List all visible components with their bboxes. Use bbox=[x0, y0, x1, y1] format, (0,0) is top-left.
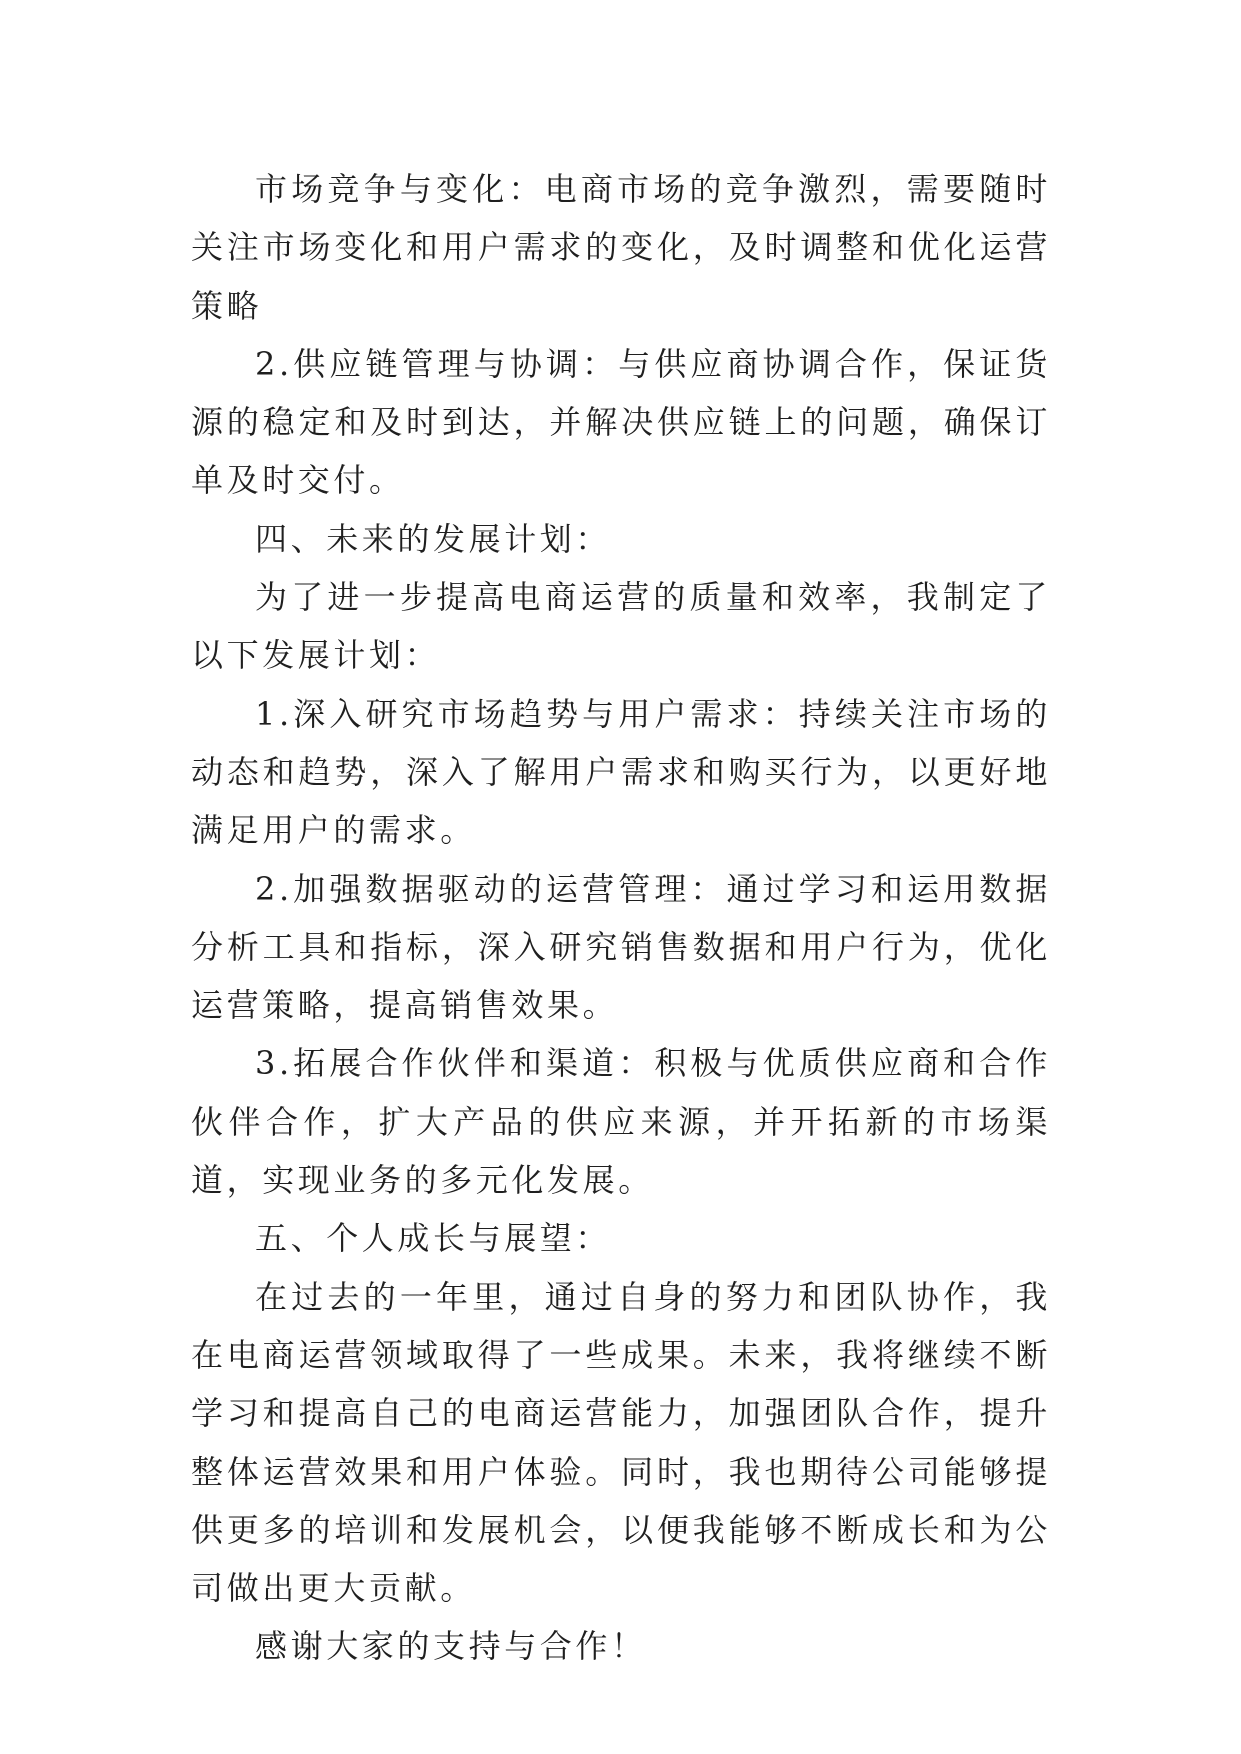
document-body bbox=[191, 160, 1051, 1676]
paragraph-plan-2: 2.加强数据驱动的运营管理：通过学习和运用数据分析工具和指标，深入研究销售数据和用户行为，优化运营策略，提高销售效果。 bbox=[191, 869, 1051, 1025]
paragraph-market-competition: 市场竞争与变化：电商市场的竞争激烈，需要随时关注市场变化和用户需求的变化，及时调整和优化运营策略 bbox=[191, 170, 1051, 325]
section-five-heading: 五、个人成长与展望： bbox=[255, 1219, 612, 1258]
paragraph-growth: 在过去的一年里，通过自身的努力和团队协作，我在电商运营领域取得了一些成果。未来，我将继续不断学习和提高自己的电商运营能力，加强团队合作，提升整体运营效果和用户体验。同时，我也期待公司能够提供更多的培训和发展机会，以便我能够不断成长和为公司做出更大贡献。 bbox=[191, 1277, 1051, 1608]
section-four-heading: 四、未来的发展计划： bbox=[255, 519, 612, 558]
paragraph-plan-intro: 为了进一步提高电商运营的质量和效率，我制定了以下发展计划： bbox=[191, 578, 1051, 675]
paragraph-supply-chain: 2.供应链管理与协调：与供应商协调合作，保证货源的稳定和及时到达，并解决供应链上的问题，确保订单及时交付。 bbox=[191, 344, 1051, 500]
paragraph-plan-1: 1.深入研究市场趋势与用户需求：持续关注市场的动态和趋势，深入了解用户需求和购买行为，以更好地满足用户的需求。 bbox=[191, 694, 1051, 850]
paragraph-plan-3: 3.拓展合作伙伴和渠道：积极与优质供应商和合作伙伴合作，扩大产品的供应来源，并开拓新的市场渠道，实现业务的多元化发展。 bbox=[191, 1044, 1051, 1200]
paragraph-thanks: 感谢大家的支持与合作！ bbox=[255, 1627, 647, 1666]
